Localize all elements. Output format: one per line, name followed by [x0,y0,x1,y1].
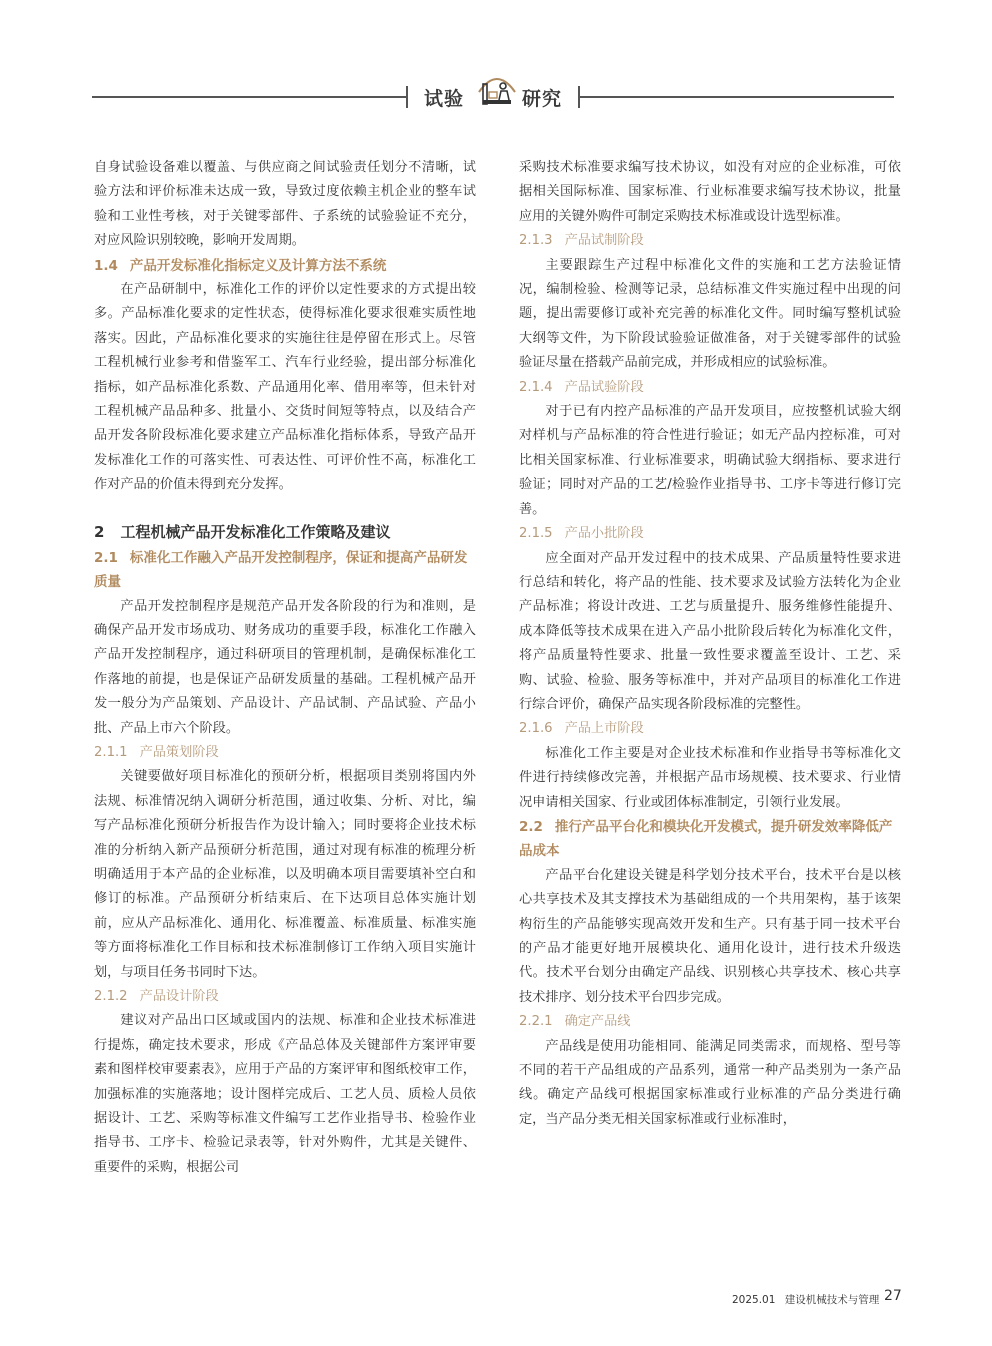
subsection-title: 产品小批阶段 [564,526,644,542]
paragraph: 在产品研制中，标准化工作的评价以定性要求的方式提出较多。产品标准化要求的定性状态，使得标准化要求很难实质性地落实。因此，产品标准化要求的实施往往是停留在形式上。尽管工程机械行业参考和借鉴军工、汽车行业经验，提出部分标准化指标，如产品标准化系数、产品通用化率、借用率等，但未针对工程机械产品品种多、批量小、交货时间短等特点，以及结合产品开发各阶段标准化要求建立产品标准化指标体系，导致产品开发标准化工作的可落实性、可表达性、可评价性不高，标准化工作对产品的价值未得到充分发挥。 [94,282,476,493]
section-heading-1-4 [94,254,476,278]
chapter-heading-2 [94,518,476,546]
section-title: 标准化工作融入产品开发控制程序，保证和提高产品研发质量 [94,549,468,591]
paragraph: 产品线是使用功能相同、能满足同类需求，而规格、型号等不同的若干产品组成的产品系列，通常一种产品类别为一条产品线。确定产品线可根据国家标准或行业标准的产品分类进行确定，当产品分类无相关国家标准或行业标准时， [519,1038,901,1127]
subsection-number: 2.1.5 [519,526,553,542]
header-rule-right [580,96,894,98]
subsection-number: 2.2.1 [519,1014,553,1030]
section-number: 1.4 [94,257,118,274]
subsection-heading-2-1-4 [519,376,901,400]
subsection-number: 2.1.2 [94,989,128,1004]
section-number: 2.1 [94,549,118,566]
subsection-heading-2-1-1 [94,741,476,765]
subsection-heading-2-1-3 [519,229,901,253]
paragraph-continued: 自身试验设备难以覆盖、与供应商之间试验责任划分不清晰，试验方法和评价标准未达成一致，导致过度依赖主机企业的整车试验和工业性考核，对于关键零部件、子系统的试验验证不充分，对应风险识别较晚，影响开发周期。 [94,160,476,249]
subsection-title: 产品试制阶段 [564,233,644,249]
subsection-heading-2-1-5 [519,522,901,546]
section-heading-2-1 [94,546,476,595]
paragraph-continued: 采购技术标准要求编写技术协议，如没有对应的企业标准，可依据相关国际标准、国家标准、行业标准要求编写技术协议，批量应用的关键外购件可制定采购技术标准或设计选型标准。 [519,160,901,224]
section-number: 2.2 [519,818,543,835]
right-column [519,156,901,1132]
footer-journal-name: 建设机械技术与管理 [784,1294,880,1306]
chapter-title: 工程机械产品开发标准化工作策略及建议 [120,522,391,541]
subsection-title: 确定产品线 [564,1014,631,1030]
subsection-heading-2-1-6 [519,717,901,741]
header-rule-left [92,96,406,98]
chapter-number: 2 [94,522,105,541]
section-title: 推行产品平台化和模块化开发模式，提升研发效率降低产品成本 [519,818,893,860]
subsection-title: 产品上市阶段 [564,721,644,737]
page-number: 27 [884,1288,902,1304]
subsection-number: 2.1.3 [519,233,553,249]
paragraph: 产品平台化建设关键是科学划分技术平台，技术平台是以核心共享技术及其支撑技术为基础组成的一个共用架构，基于该架构衍生的产品能够实现高效开发和生产。只有基于同一技术平台的产品才能更好地开展模块化、通用化设计，进行技术升级迭代。技术平台划分由确定产品线、识别核心共享技术、核心共享技术排序、划分技术平台四步完成。 [519,867,901,1005]
subsection-heading-2-2-1 [519,1010,901,1034]
subsection-number: 2.1.6 [519,721,553,737]
paragraph: 产品开发控制程序是规范产品开发各阶段的行为和准则，是确保产品开发市场成功、财务成功的重要手段，标准化工作融入产品开发控制程序，通过科研项目的管理机制，是确保标准化工作落地的前提，也是保证产品研发质量的基础。工程机械产品开发一般分为产品策划、产品设计、产品试制、产品试验、产品小批、产品上市六个阶段。 [94,598,476,736]
subsection-title: 产品策划阶段 [139,744,219,760]
subsection-number: 2.1.1 [94,744,128,760]
paragraph: 标准化工作主要是对企业技术标准和作业指导书等标准化文件进行持续修改完善，并根据产品市场规模、技术要求、行业情况申请相关国家、行业或团体标准制定，引领行业发展。 [519,745,901,810]
footer-issue: 2025.01 [732,1294,776,1306]
paragraph: 主要跟踪生产过程中标准化文件的实施和工艺方法验证情况，编制检验、检测等记录，总结标准文件实施过程中出现的问题，提出需要修订或补充完善的标准化文件。同时编写整机试验大纲等文件，为下阶段试验验证做准备，对于关键零部件的试验验证尽量在搭载产品前完成，并形成相应的试验标准。 [519,257,901,371]
subsection-title: 产品试验阶段 [564,379,644,395]
researcher-desk-icon [475,70,519,110]
subsection-number: 2.1.4 [519,379,553,395]
header-title-left: 试验 [424,88,465,110]
section-heading-2-2 [519,815,901,864]
header-tick-left [406,86,408,108]
paragraph: 对于已有内控产品标准的产品开发项目，应按整机试验大纲对样机与产品标准的符合性进行验证；如无产品内控标准，可对比相关国家标准、行业标准要求，明确试验大纲指标、要求进行验证；同时对产品的工艺/检验作业指导书、工序卡等进行修订完善。 [519,404,901,517]
subsection-heading-2-1-2 [94,985,476,1009]
paragraph: 应全面对产品开发过程中的技术成果、产品质量特性要求进行总结和转化，将产品的性能、技术要求及试验方法转化为企业产品标准；将设计改进、工艺与质量提升、服务维修性能提升、成本降低等技术成果在进入产品小批阶段后转化为标准化文件，将产品质量特性要求、批量一致性要求覆盖至设计、工艺、采购、试验、检验、服务等标准中，并对产品项目的标准化工作进行综合评价，确保产品实现各阶段标准的完整性。 [519,550,901,712]
paragraph: 建议对产品出口区域或国内的法规、标准和企业技术标准进行提炼，确定技术要求，形成《产品总体及关键部件方案评审要素和图样校审要素表》，应用于产品的方案评审和图纸校审工作，加强标准的实施落地；设计图样完成后、工艺人员、质检人员依据设计、工艺、采购等标准文件编写工艺作业指导书、检验作业指导书、工序卡、检验记录表等，针对外购件，尤其是关键件、重要件的采购，根据公司 [94,1013,476,1175]
left-column [94,156,476,1180]
paragraph: 关键要做好项目标准化的预研分析，根据项目类别将国内外法规、标准情况纳入调研分析范围，通过收集、分析、对比，编写产品标准化预研分析报告作为设计输入；同时要将企业技术标准的分析纳入新产品预研分析范围，通过对现有标准的梳理分析明确适用于本产品的企业标准，以及明确本项目需要填补空白和修订的标准。产品预研分析结束后、在下达项目总体实施计划前，应从产品标准化、通用化、标准覆盖、标准质量、标准实施等方面将标准化工作目标和技术标准制修订工作纳入项目实施计划，与项目任务书同时下达。 [94,769,476,980]
footer-journal [732,1292,879,1307]
header-title-right: 研究 [522,88,563,110]
subsection-title: 产品设计阶段 [139,989,219,1004]
section-title: 产品开发标准化指标定义及计算方法不系统 [129,257,387,274]
